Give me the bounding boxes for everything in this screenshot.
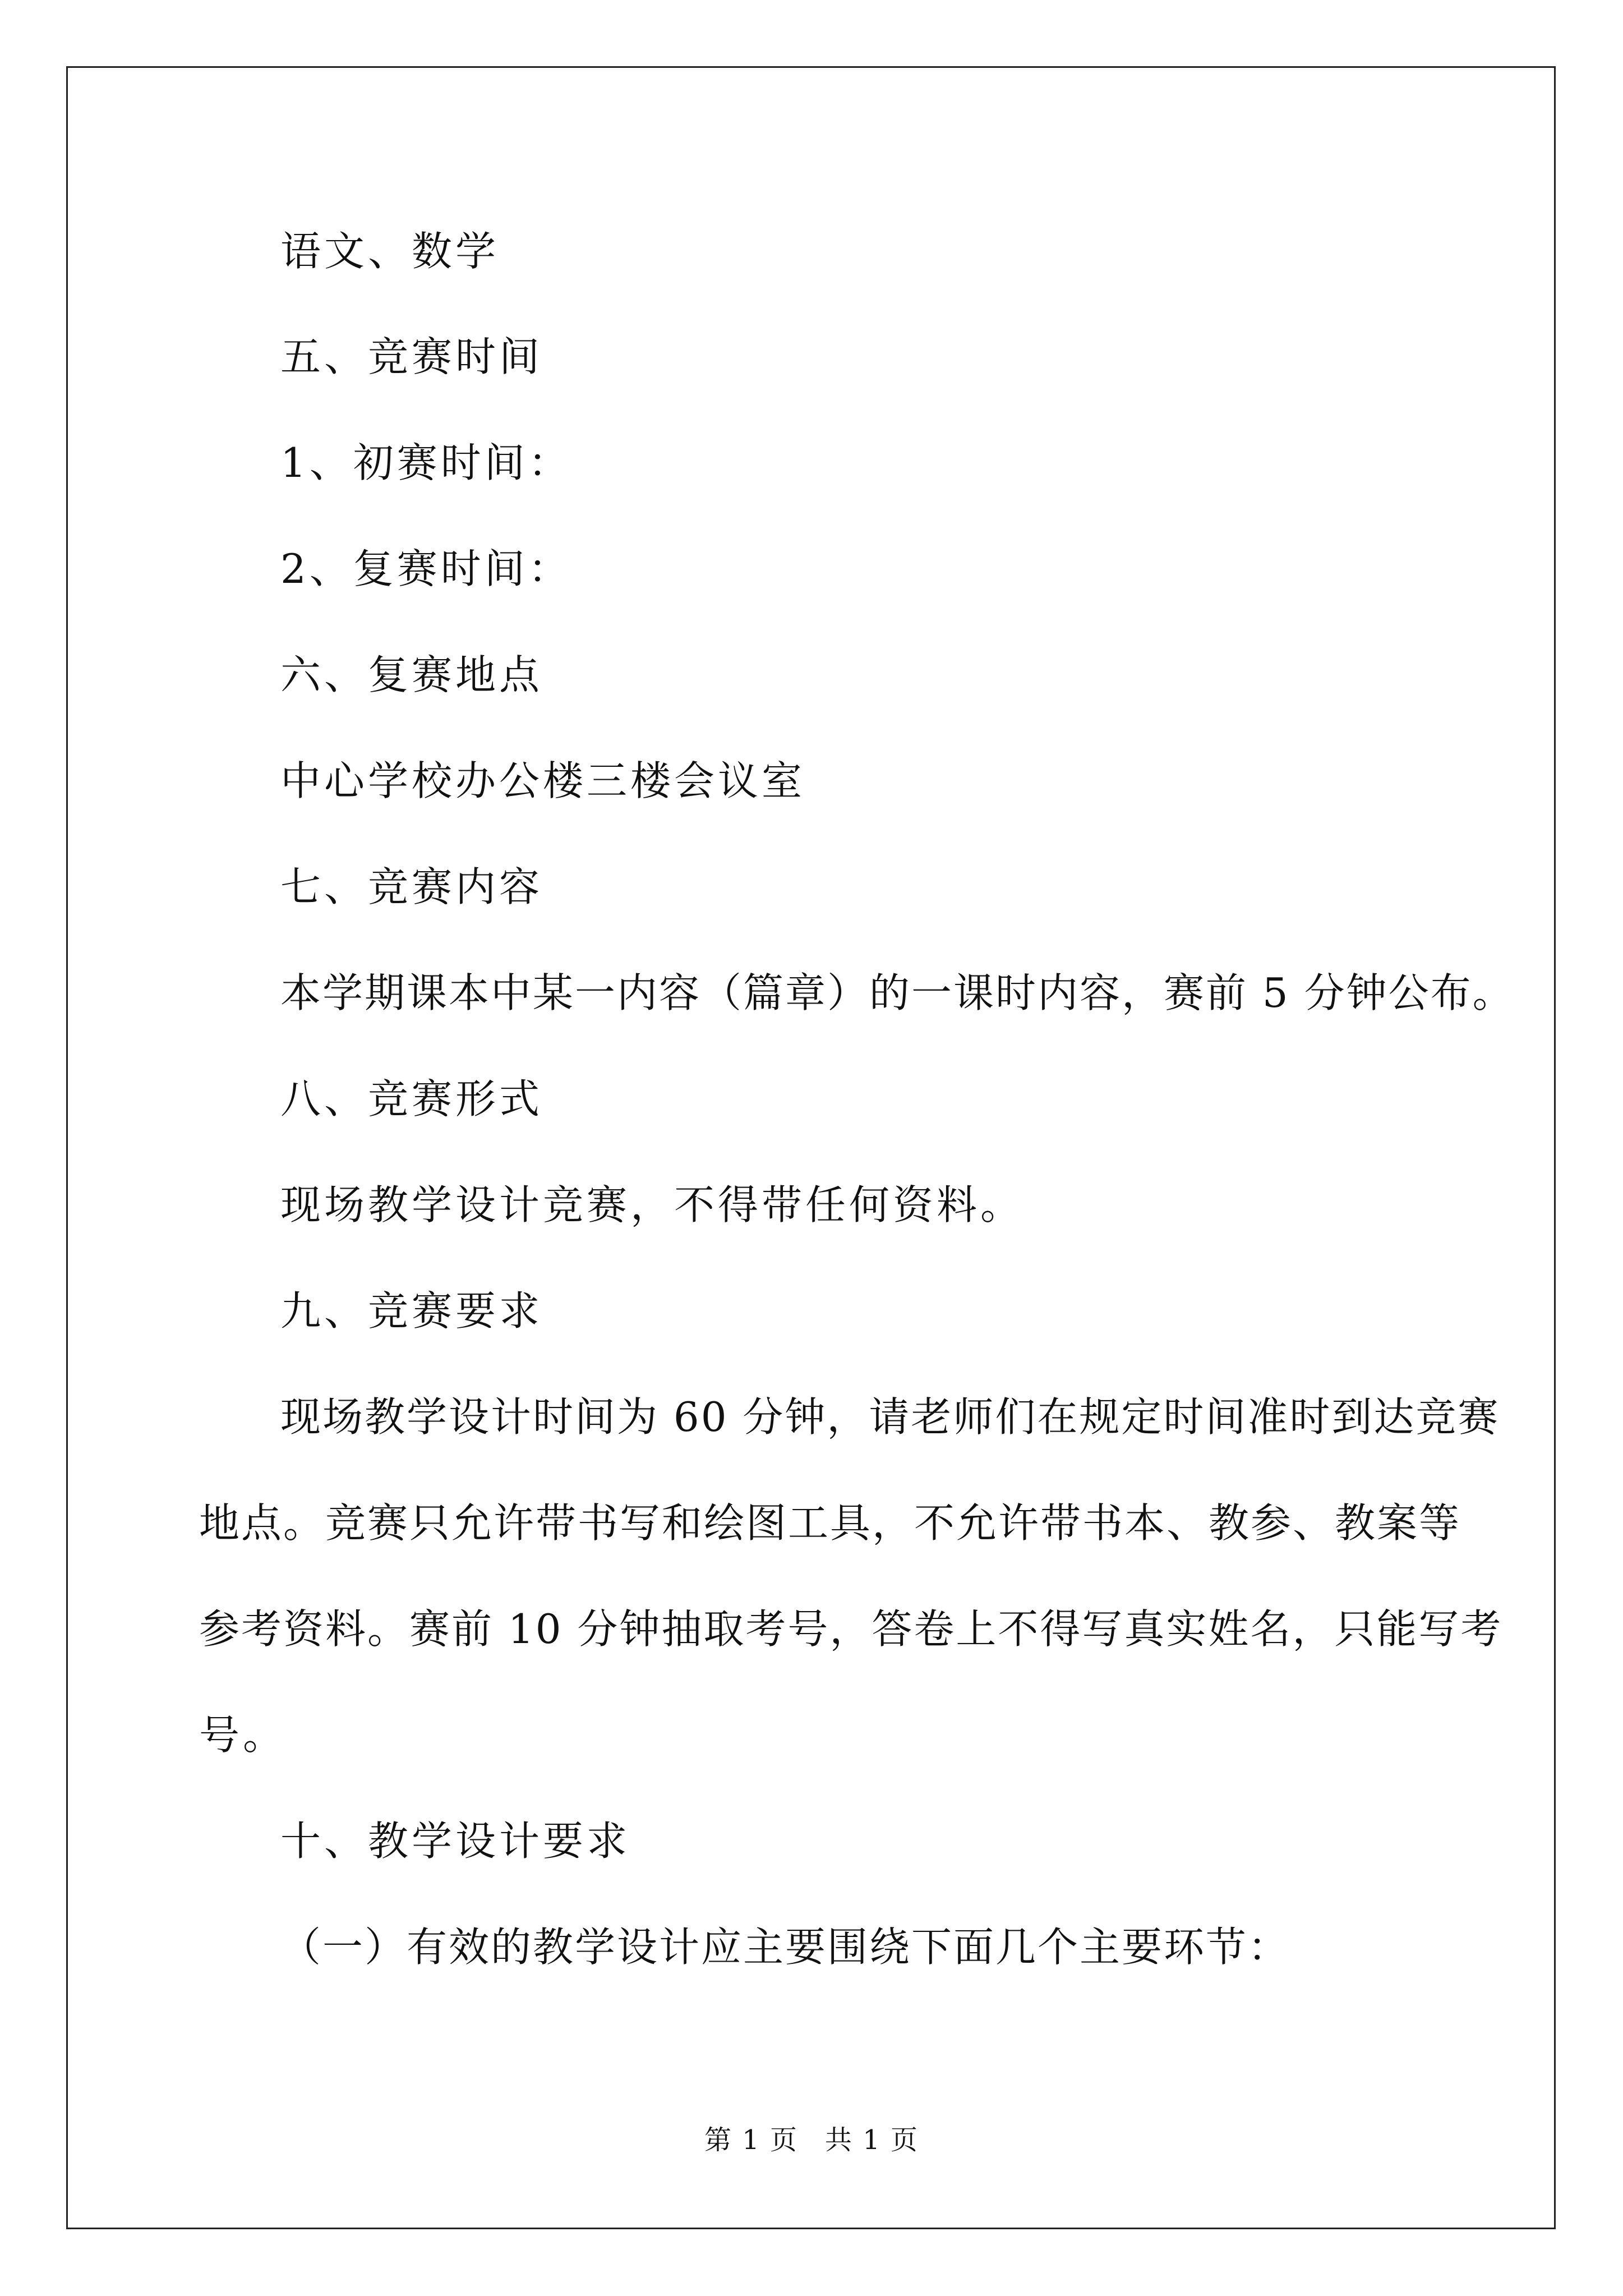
text-line-content: 本学期课本中某一内容（篇章）的一课时内容，赛前 5 分钟公布。 [280,969,1515,1016]
heading-design-requirements: 十、教学设计要求 [280,1818,631,1865]
heading-competition-requirements: 九、竞赛要求 [280,1287,543,1335]
page-footer [0,2123,1623,2157]
page-number-total: 共 1 页 [825,2124,919,2156]
heading-competition-content: 七、竞赛内容 [280,863,543,910]
text-line-form: 现场教学设计竞赛，不得带任何资料。 [280,1181,1025,1228]
text-line-location: 中心学校办公楼三楼会议室 [280,757,806,804]
paragraph-requirements-line-1: 现场教学设计时间为 60 分钟，请老师们在规定时间准时到达竞赛 [280,1393,1500,1441]
heading-competition-time: 五、竞赛时间 [280,333,543,380]
paragraph-requirements-line-2: 地点。竞赛只允许带书写和绘图工具，不允许带书本、教参、教案等 [199,1499,1461,1547]
paragraph-requirements-line-3: 参考资料。赛前 10 分钟抽取考号，答卷上不得写真实姓名，只能写考 [199,1605,1503,1653]
page-number-current: 第 1 页 [704,2124,798,2156]
paragraph-requirements-line-4: 号。 [199,1711,287,1759]
text-line-subjects: 语文、数学 [280,228,500,275]
text-line-rematch-time: 2、复赛时间： [280,545,572,592]
page-border [66,66,1556,2229]
heading-competition-form: 八、竞赛形式 [280,1075,543,1122]
heading-rematch-location: 六、复赛地点 [280,651,543,698]
text-line-preliminary-time: 1、初赛时间： [280,439,572,486]
text-line-design-subsection: （一）有效的教学设计应主要围绕下面几个主要环节： [280,1924,1290,1971]
